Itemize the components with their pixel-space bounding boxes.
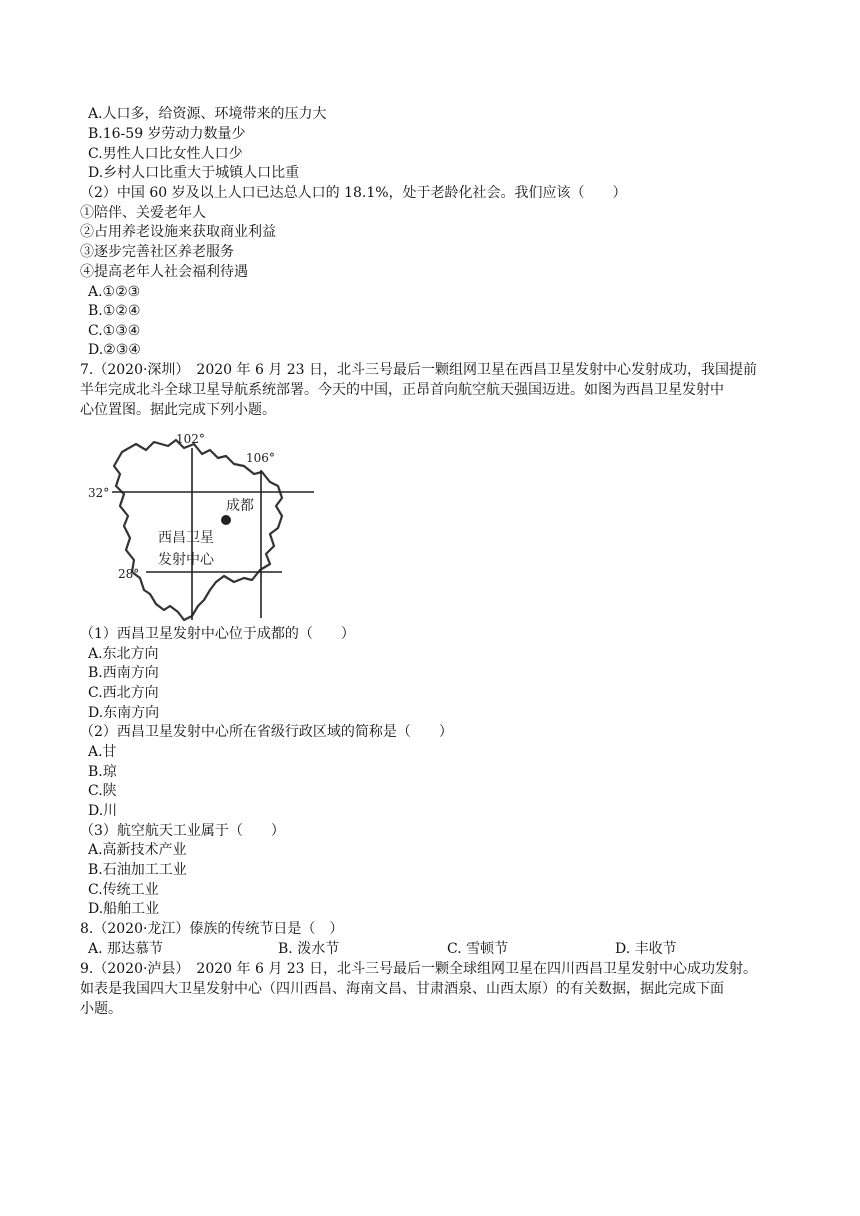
- q6-2-stem: （2）中国 60 岁及以上人口已达总人口的 18.1%，处于老龄化社会。我们应该（ ）: [80, 185, 627, 201]
- q6-2-option-c: C.①③④: [88, 323, 141, 339]
- label-lon-106: 106°: [246, 451, 275, 465]
- q8-option-b: B. 泼水节: [278, 941, 340, 957]
- q6-2-option-b: B.①②④: [88, 303, 141, 319]
- q8-option-d: D. 丰收节: [615, 941, 677, 957]
- q7-stem-line-3: 心位置图。据此完成下列小题。: [80, 402, 276, 418]
- q6-2-item-4: ④提高老年人社会福利待遇: [80, 264, 248, 280]
- label-center-line-2: 发射中心: [158, 552, 214, 568]
- q9-stem-line-1: 9.（2020·泸县） 2020 年 6 月 23 日，北斗三号最后一颗全球组网卫星在四川西昌卫星发射中心成功发射。: [80, 961, 758, 977]
- q7-2-option-d: D.川: [88, 803, 118, 819]
- chengdu-dot: [221, 515, 231, 525]
- q7-1-option-a: A.东北方向: [88, 646, 159, 662]
- q8-option-a: A. 那达慕节: [88, 941, 164, 957]
- q7-3-option-c: C.传统工业: [88, 882, 159, 898]
- q6-2-item-2: ②占用养老设施来获取商业利益: [80, 224, 276, 240]
- q7-2-stem: （2）西昌卫星发射中心所在省级行政区域的简称是（ ）: [80, 724, 453, 740]
- label-lat-32: 32°: [88, 486, 110, 500]
- q9-stem-line-3: 小题。: [80, 1001, 122, 1017]
- q6-2-item-1: ①陪伴、关爱老年人: [80, 205, 206, 221]
- q7-3-stem: （3）航空航天工业属于（ ）: [80, 823, 285, 839]
- q8-option-c: C. 雪顿节: [447, 941, 509, 957]
- q7-3-option-d: D.船舶工业: [88, 901, 160, 917]
- q7-3-option-b: B.石油加工工业: [88, 862, 187, 878]
- q7-3-option-a: A.高新技术产业: [88, 842, 187, 858]
- q6-1-option-a: A.人口多，给资源、环境带来的压力大: [88, 106, 327, 122]
- q6-1-option-b: B.16-59 岁劳动力数量少: [88, 126, 246, 142]
- q7-2-option-c: C.陕: [88, 783, 117, 799]
- q8-stem: 8.（2020·龙江）傣族的传统节日是（ ）: [80, 921, 344, 937]
- label-lat-28: 28°: [118, 567, 140, 581]
- q7-1-option-b: B.西南方向: [88, 665, 159, 681]
- label-chengdu: 成都: [226, 498, 254, 514]
- q7-2-option-a: A.甘: [88, 744, 117, 760]
- q7-1-option-c: C.西北方向: [88, 685, 159, 701]
- xichang-location-map: [84, 430, 334, 625]
- q7-1-option-d: D.东南方向: [88, 705, 160, 721]
- q6-2-option-a: A.①②③: [88, 284, 141, 300]
- q6-2-option-d: D.②③④: [88, 342, 141, 358]
- q6-1-option-c: C.男性人口比女性人口少: [88, 146, 243, 162]
- q6-1-option-d: D.乡村人口比重大于城镇人口比重: [88, 165, 300, 181]
- q6-2-item-3: ③逐步完善社区养老服务: [80, 244, 234, 260]
- q7-1-stem: （1）西昌卫星发射中心位于成都的（ ）: [80, 626, 355, 642]
- label-lon-102: 102°: [176, 432, 205, 446]
- q7-2-option-b: B.琼: [88, 764, 117, 780]
- q7-stem-line-1: 7.（2020·深圳） 2020 年 6 月 23 日，北斗三号最后一颗组网卫星在西昌卫星发射中心发射成功，我国提前: [80, 362, 758, 378]
- q9-stem-line-2: 如表是我国四大卫星发射中心（四川西昌、海南文昌、甘肃酒泉、山西太原）的有关数据，据此完成下面: [80, 981, 724, 997]
- label-center-line-1: 西昌卫星: [158, 530, 214, 546]
- q7-stem-line-2: 半年完成北斗全球卫星导航系统部署。今天的中国，正昂首向航空航天强国迈进。如图为西昌卫星发射中: [80, 382, 724, 398]
